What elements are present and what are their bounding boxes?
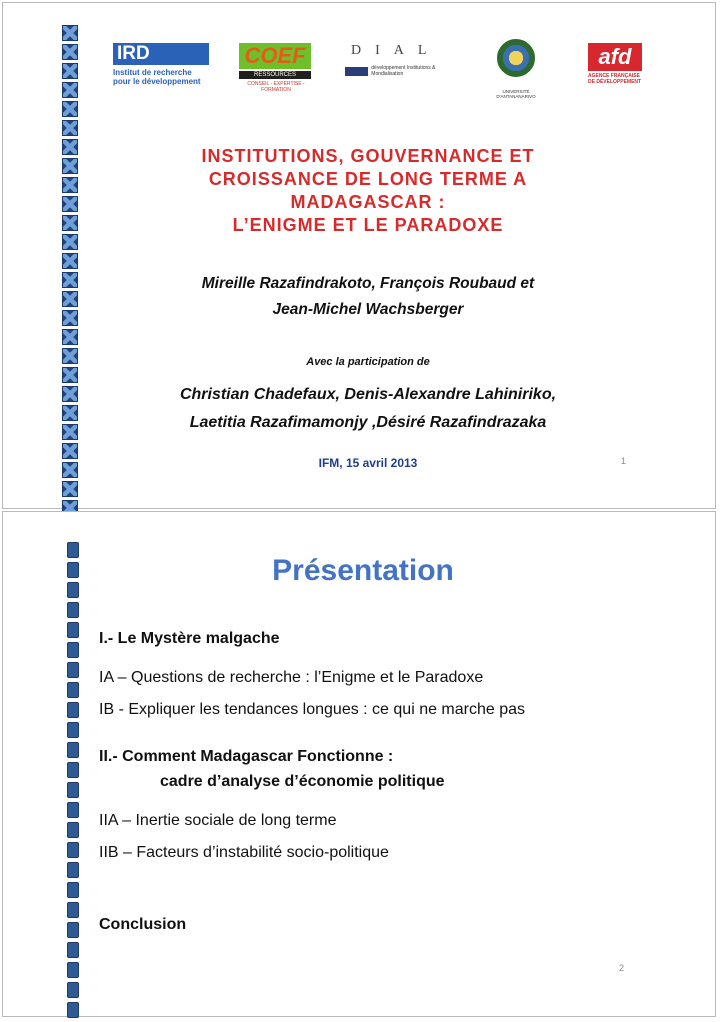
page-number: 1 (621, 456, 627, 466)
ird-logo-subtitle-line2: pour le développement (113, 77, 201, 86)
section-heading-2: II.- Comment Madagascar Fonctionne : (99, 748, 394, 765)
ornament-tile-icon (62, 424, 78, 440)
afd-logo-line1: AGENCE FRANÇAISE (588, 73, 640, 79)
outline-item-ia: IA – Questions de recherche : l’Enigme et le Paradoxe (99, 669, 484, 686)
ornament-tile-icon (62, 462, 78, 478)
university-logo-text: UNIVERSITÉ D'ANTANANARIVO (496, 89, 536, 99)
bar-decoration-icon (67, 702, 79, 718)
venue-date: IFM, 15 avril 2013 (318, 456, 418, 470)
ornament-tile-icon (62, 196, 78, 212)
bar-column (67, 542, 79, 1022)
ornament-tile-icon (62, 253, 78, 269)
bar-decoration-icon (67, 742, 79, 758)
title-line: CROISSANCE DE LONG TERME A (208, 169, 528, 189)
bar-decoration-icon (67, 582, 79, 598)
ird-logo (113, 43, 211, 91)
bar-decoration-icon (67, 662, 79, 678)
ornament-tile-icon (62, 215, 78, 231)
slide-title: Présentation (272, 554, 454, 587)
section-heading-1: I.- Le Mystère malgache (99, 630, 280, 647)
ird-logo-mark: IRD (113, 43, 209, 65)
ornament-tile-icon (62, 386, 78, 402)
authors-line1: Mireille Razafindrakoto, François Roubaud et (201, 275, 535, 292)
title-line: INSTITUTIONS, GOUVERNANCE ET (201, 146, 535, 166)
bar-decoration-icon (67, 602, 79, 618)
ird-logo-subtitle (113, 68, 211, 86)
bar-decoration-icon (67, 982, 79, 998)
bar-decoration-icon (67, 562, 79, 578)
bar-decoration-icon (67, 682, 79, 698)
conclusion-heading: Conclusion (99, 916, 187, 933)
bar-decoration-icon (67, 962, 79, 978)
bar-decoration-icon (67, 802, 79, 818)
dial-logo (345, 43, 447, 91)
dial-logo-mark: DIAL (351, 43, 441, 58)
dial-logo-footer (345, 65, 447, 77)
title-line: MADAGASCAR : (290, 192, 446, 212)
ornament-tile-icon (62, 101, 78, 117)
bar-decoration-icon (67, 842, 79, 858)
ornament-tile-icon (62, 139, 78, 155)
coef-logo-tagline: CONSEIL - EXPERTISE - FORMATION (247, 81, 305, 93)
bar-decoration-icon (67, 722, 79, 738)
ornament-tile-icon (62, 291, 78, 307)
ornament-tile-icon (62, 310, 78, 326)
ornament-tile-icon (62, 234, 78, 250)
authors (103, 271, 633, 323)
coef-logo-band: RESSOURCES (239, 71, 311, 79)
participants-line2: Laetitia Razafimamonjy ,Désiré Razafindrazaka (189, 414, 547, 431)
bar-decoration-icon (67, 622, 79, 638)
bar-decoration-icon (67, 882, 79, 898)
outline-item-ib: IB - Expliquer les tendances longues : ce qui ne marche pas (99, 701, 526, 718)
ornament-tile-icon (62, 177, 78, 193)
dial-logo-box (345, 67, 368, 76)
section-heading-2-sub: cadre d’analyse d’économie politique (160, 773, 445, 790)
bar-decoration-icon (67, 762, 79, 778)
ornament-tile-icon (62, 481, 78, 497)
bar-decoration-icon (67, 922, 79, 938)
dial-logo-tagline: développement Institutions & Mondialisation (371, 65, 436, 77)
ornament-tile-icon (62, 443, 78, 459)
coef-logo-mark: COEF (239, 43, 311, 69)
authors-line2: Jean-Michel Wachsberger (272, 301, 464, 318)
afd-logo-line2: DE DÉVELOPPEMENT (588, 79, 642, 85)
bar-decoration-icon (67, 542, 79, 558)
participation-label: Avec la participation de (306, 356, 430, 368)
bar-decoration-icon (67, 1002, 79, 1018)
bar-decoration-icon (67, 942, 79, 958)
participants (103, 381, 633, 437)
ornament-tile-icon (62, 63, 78, 79)
participants-line1: Christian Chadefaux, Denis-Alexandre Lahiniriko, (179, 386, 557, 403)
bar-decoration-icon (67, 782, 79, 798)
bar-decoration-icon (67, 902, 79, 918)
ornament-tile-icon (62, 44, 78, 60)
outline-item-iia: IIA – Inertie sociale de long terme (99, 812, 337, 829)
bar-decoration-icon (67, 862, 79, 878)
university-logo (485, 39, 547, 97)
ornament-tile-icon (62, 25, 78, 41)
slide-1 (2, 2, 716, 509)
afd-logo-mark: afd (588, 43, 642, 71)
outline-item-iib: IIB – Facteurs d’instabilité socio-politique (99, 844, 389, 861)
coef-logo (239, 43, 313, 93)
ornament-tile-icon (62, 348, 78, 364)
slide-2 (2, 511, 716, 1017)
title-line: L’ENIGME ET LE PARADOXE (232, 215, 504, 235)
ornament-tile-icon (62, 329, 78, 345)
ornament-column (62, 25, 78, 519)
bar-decoration-icon (67, 642, 79, 658)
ornament-tile-icon (62, 158, 78, 174)
ird-logo-subtitle-line1: Institut de recherche (113, 68, 192, 77)
afd-logo (588, 43, 644, 91)
afd-logo-subtitle (588, 73, 644, 85)
ornament-tile-icon (62, 82, 78, 98)
ornament-tile-icon (62, 120, 78, 136)
document-title (103, 145, 633, 237)
ornament-tile-icon (62, 405, 78, 421)
university-seal-icon (497, 39, 535, 77)
page-number: 2 (619, 963, 625, 973)
ornament-tile-icon (62, 367, 78, 383)
bar-decoration-icon (67, 822, 79, 838)
ornament-tile-icon (62, 272, 78, 288)
